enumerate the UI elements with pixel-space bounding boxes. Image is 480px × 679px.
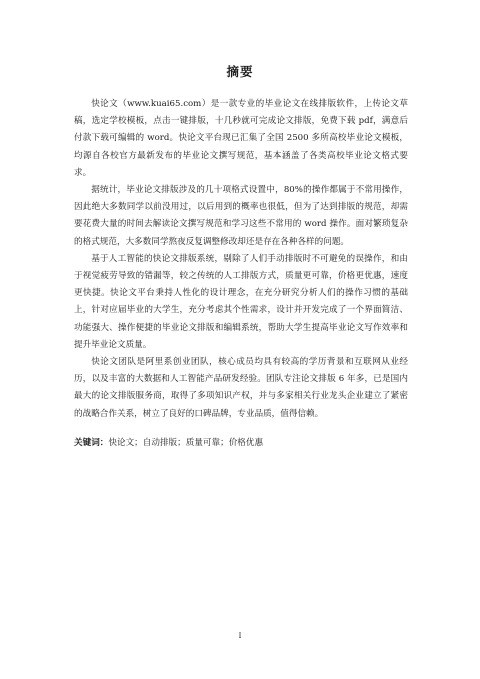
- abstract-body: [74, 96, 408, 452]
- paragraph-3: 基于人工智能的快论文排版系统，剔除了人们手动排版时不可避免的误操作，和由于视觉疲劳导致的错漏等，较之传统的人工排版方式，质量更可靠，价格更优惠，速度更快捷。快论文平台秉持人性化的设计理念，在充分研究分析人们的操作习惯的基础上，针对应届毕业的大学生，充分考虑其个性需求，设计并开发完成了一个界面简洁、功能强大、操作便捷的毕业论文排版和编辑系统，帮助大学生提高毕业论文写作效率和提升毕业论文质量。: [74, 253, 408, 350]
- paragraph-1: 快论文（www.kuai65.com）是一款专业的毕业论文在线排版软件，上传论文草稿，选定学校模板，点击一键排版，十几秒就可完成论文排版，免费下载 pdf，满意后付款下载可编辑的 word。快论文平台现已汇集了全国 2500 多所高校毕业论文模板，均源自各校官方最新发布的毕业论文撰写规范，基本涵盖了各类高校毕业论文格式要求。: [74, 99, 408, 178]
- page-number: I: [238, 632, 242, 640]
- paragraph-2: 据统计，毕业论文排版涉及的几十项格式设置中，80%的操作都属于不常用操作，因此绝大多数同学以前没用过，以后用到的概率也很低，但为了达到排版的规范，却需要花费大量的时间去解读论文撰写规范和学习这些不常用的 word 操作。面对繁琐复杂的格式规范，大多数同学熬夜反复调整修改却还是存在各种各样的问题。: [74, 185, 408, 247]
- keywords-list: 快论文；自动排版；质量可靠；价格优惠: [108, 437, 264, 448]
- keywords-label: 关键词：: [74, 437, 109, 448]
- keywords-line: [74, 435, 408, 452]
- paragraph-4: 快论文团队是阿里系创业团队，核心成员均具有较高的学历背景和互联网从业经历，以及丰富的大数据和人工智能产品研发经验。团队专注论文排版 6 年多，已是国内最大的论文排版服务商，取得了多项知识产权，并与多家相关行业龙头企业建立了紧密的战略合作关系，树立了良好的口碑品牌，专业品质，值得信赖。: [74, 357, 408, 419]
- page-title: 摘要: [226, 64, 254, 79]
